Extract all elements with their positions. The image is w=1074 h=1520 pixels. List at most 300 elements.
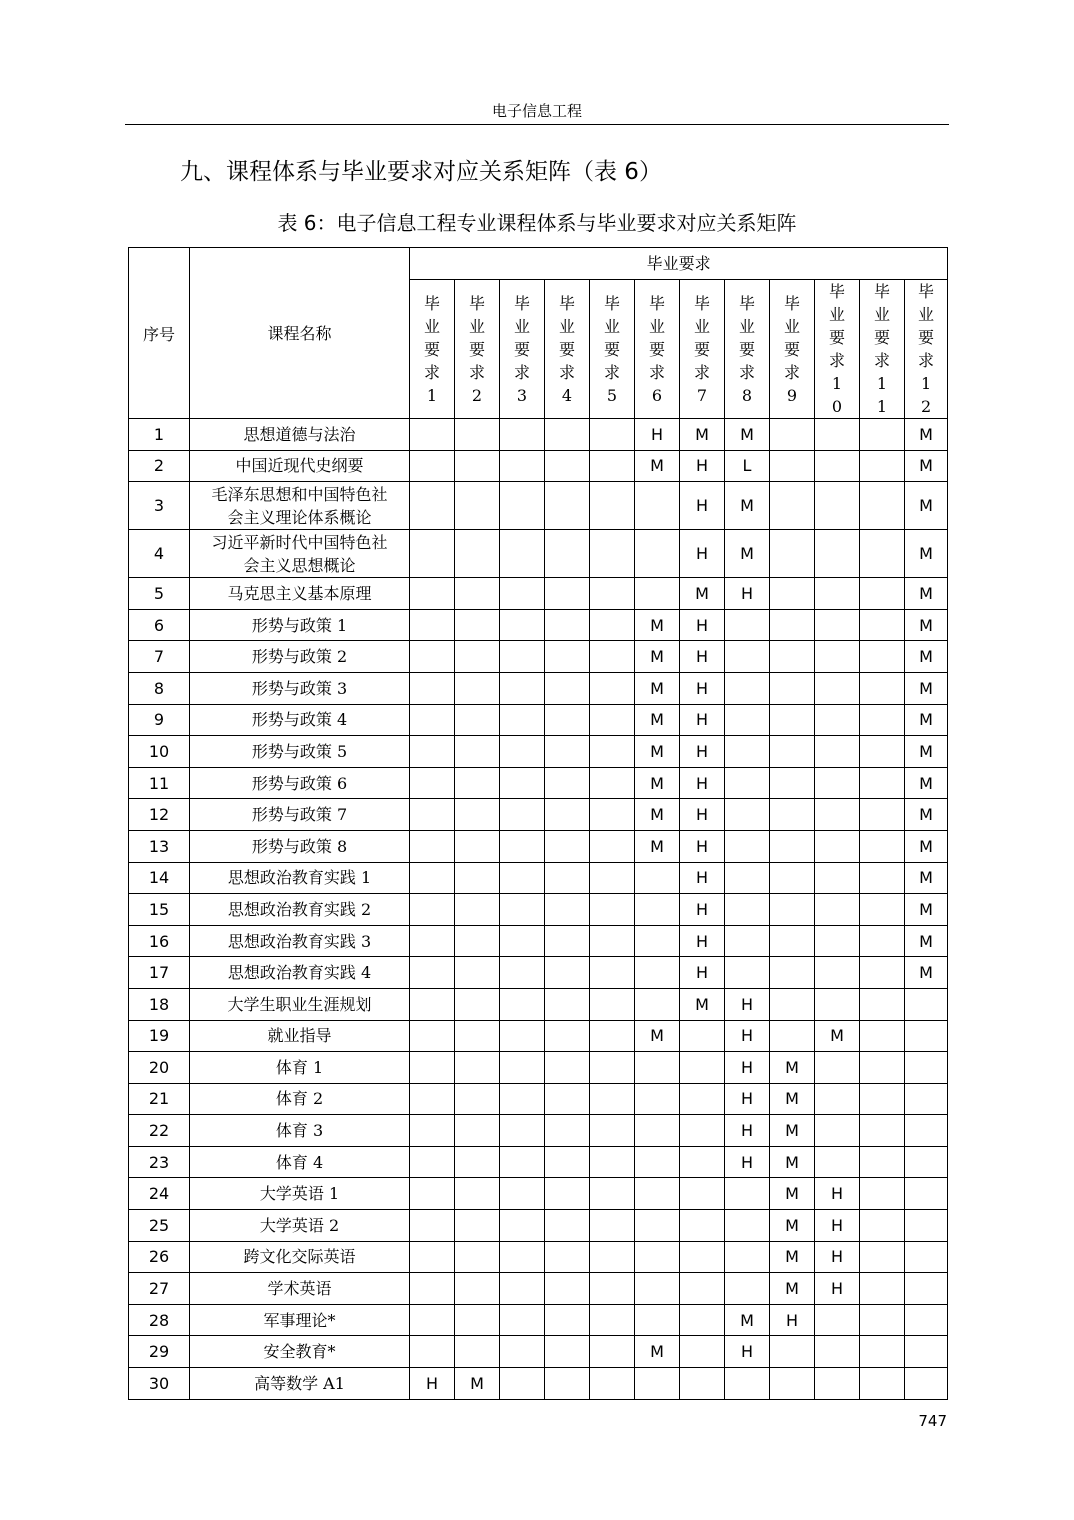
- requirement-mark-12: [905, 1241, 948, 1273]
- requirement-mark-1: [410, 672, 455, 704]
- requirement-mark-6: [635, 1115, 680, 1147]
- requirement-mark-10: [815, 736, 860, 768]
- requirement-mark-11: [860, 482, 905, 530]
- requirements-matrix-table: [128, 247, 948, 1400]
- requirement-mark-3: [500, 736, 545, 768]
- requirement-mark-9: [770, 609, 815, 641]
- requirement-mark-5: [590, 1020, 635, 1052]
- requirement-mark-8: L: [725, 450, 770, 482]
- requirement-mark-2: [455, 1052, 500, 1084]
- course-name: 中国近现代史纲要: [190, 450, 410, 482]
- requirement-mark-5: [590, 419, 635, 451]
- requirement-mark-5: [590, 830, 635, 862]
- requirement-mark-9: [770, 672, 815, 704]
- requirement-mark-2: [455, 609, 500, 641]
- requirement-mark-9: [770, 530, 815, 578]
- course-name: 思想政治教育实践 1: [190, 862, 410, 894]
- requirement-mark-12: [905, 1115, 948, 1147]
- requirement-mark-2: [455, 1178, 500, 1210]
- requirement-mark-9: [770, 1336, 815, 1368]
- requirement-mark-9: [770, 419, 815, 451]
- table-row: [129, 482, 948, 530]
- row-number: 23: [129, 1146, 190, 1178]
- requirement-label: 毕 业 要 求 7: [693, 293, 710, 405]
- requirement-mark-8: [725, 957, 770, 989]
- requirement-label: 毕 业 要 求 12: [918, 282, 935, 416]
- course-name: 思想政治教育实践 4: [190, 957, 410, 989]
- requirement-mark-1: [410, 704, 455, 736]
- header-requirement-6: [635, 280, 680, 419]
- requirement-mark-3: [500, 830, 545, 862]
- requirement-mark-8: M: [725, 419, 770, 451]
- requirement-mark-1: [410, 1020, 455, 1052]
- course-name: 思想政治教育实践 3: [190, 925, 410, 957]
- requirement-mark-5: [590, 578, 635, 610]
- requirement-mark-11: [860, 704, 905, 736]
- requirement-mark-5: [590, 1178, 635, 1210]
- requirement-mark-12: M: [905, 482, 948, 530]
- requirement-mark-12: [905, 1273, 948, 1305]
- requirement-mark-10: [815, 1146, 860, 1178]
- requirement-mark-6: [635, 1083, 680, 1115]
- requirement-mark-3: [500, 704, 545, 736]
- table-row: [129, 1020, 948, 1052]
- requirement-mark-1: [410, 419, 455, 451]
- row-number: 30: [129, 1368, 190, 1400]
- row-number: 15: [129, 894, 190, 926]
- requirement-mark-10: [815, 609, 860, 641]
- requirement-mark-2: [455, 1304, 500, 1336]
- requirement-mark-6: M: [635, 609, 680, 641]
- requirement-mark-8: [725, 1241, 770, 1273]
- requirement-mark-4: [545, 1052, 590, 1084]
- requirement-mark-10: [815, 1115, 860, 1147]
- header-requirement-7: [680, 280, 725, 419]
- requirement-label: 毕 业 要 求 11: [873, 282, 890, 416]
- requirement-mark-7: H: [680, 530, 725, 578]
- requirement-mark-8: H: [725, 1115, 770, 1147]
- requirement-mark-4: [545, 1273, 590, 1305]
- table-row: [129, 609, 948, 641]
- course-name: 体育 4: [190, 1146, 410, 1178]
- requirement-mark-1: [410, 736, 455, 768]
- requirement-mark-9: [770, 482, 815, 530]
- requirement-mark-2: [455, 482, 500, 530]
- requirement-mark-7: H: [680, 450, 725, 482]
- requirement-mark-5: [590, 609, 635, 641]
- requirement-mark-4: [545, 609, 590, 641]
- table-row: [129, 894, 948, 926]
- requirement-mark-9: [770, 1020, 815, 1052]
- requirement-mark-1: [410, 988, 455, 1020]
- requirement-mark-5: [590, 767, 635, 799]
- course-name: 大学英语 2: [190, 1210, 410, 1242]
- requirement-mark-8: [725, 704, 770, 736]
- requirement-mark-8: H: [725, 988, 770, 1020]
- requirement-mark-12: M: [905, 894, 948, 926]
- course-name: 大学生职业生涯规划: [190, 988, 410, 1020]
- requirement-mark-12: M: [905, 862, 948, 894]
- requirement-mark-9: M: [770, 1210, 815, 1242]
- row-number: 6: [129, 609, 190, 641]
- requirement-mark-10: [815, 672, 860, 704]
- row-number: 3: [129, 482, 190, 530]
- requirement-mark-3: [500, 1241, 545, 1273]
- row-number: 1: [129, 419, 190, 451]
- requirement-mark-8: H: [725, 578, 770, 610]
- requirement-mark-6: M: [635, 450, 680, 482]
- requirement-mark-2: [455, 830, 500, 862]
- row-number: 9: [129, 704, 190, 736]
- requirement-mark-5: [590, 988, 635, 1020]
- requirement-mark-9: [770, 957, 815, 989]
- requirement-mark-2: [455, 704, 500, 736]
- requirement-mark-6: M: [635, 672, 680, 704]
- requirement-mark-1: [410, 609, 455, 641]
- requirement-mark-1: [410, 1052, 455, 1084]
- requirement-mark-4: [545, 530, 590, 578]
- row-number: 2: [129, 450, 190, 482]
- requirement-mark-11: [860, 767, 905, 799]
- requirement-label: 毕 业 要 求 5: [603, 293, 620, 405]
- requirement-mark-9: [770, 862, 815, 894]
- course-name: 形势与政策 3: [190, 672, 410, 704]
- requirement-mark-4: [545, 862, 590, 894]
- course-name: 形势与政策 8: [190, 830, 410, 862]
- requirement-mark-10: H: [815, 1241, 860, 1273]
- requirement-mark-3: [500, 1368, 545, 1400]
- requirement-mark-7: H: [680, 799, 725, 831]
- requirement-mark-10: [815, 799, 860, 831]
- requirement-mark-5: [590, 1115, 635, 1147]
- requirement-mark-12: M: [905, 641, 948, 673]
- requirement-mark-6: [635, 1241, 680, 1273]
- requirement-mark-12: [905, 1368, 948, 1400]
- requirement-mark-3: [500, 530, 545, 578]
- requirement-mark-3: [500, 862, 545, 894]
- requirement-mark-4: [545, 1178, 590, 1210]
- requirement-mark-4: [545, 988, 590, 1020]
- requirement-mark-9: M: [770, 1083, 815, 1115]
- requirement-mark-9: [770, 925, 815, 957]
- requirement-label: 毕 业 要 求 3: [513, 293, 530, 405]
- requirement-mark-4: [545, 1336, 590, 1368]
- requirement-mark-11: [860, 609, 905, 641]
- requirement-mark-7: [680, 1115, 725, 1147]
- requirement-mark-10: H: [815, 1178, 860, 1210]
- requirement-mark-7: [680, 1052, 725, 1084]
- requirement-mark-1: [410, 1241, 455, 1273]
- requirement-mark-8: M: [725, 1304, 770, 1336]
- requirement-mark-4: [545, 641, 590, 673]
- table-caption: 表 6：电子信息工程专业课程体系与毕业要求对应关系矩阵: [277, 211, 797, 235]
- requirement-mark-7: [680, 1241, 725, 1273]
- header-rule: [125, 124, 949, 125]
- requirement-mark-3: [500, 767, 545, 799]
- requirement-mark-10: [815, 1368, 860, 1400]
- requirement-mark-10: [815, 925, 860, 957]
- row-number: 27: [129, 1273, 190, 1305]
- requirement-mark-9: [770, 736, 815, 768]
- requirement-mark-2: [455, 1115, 500, 1147]
- table-row: [129, 799, 948, 831]
- requirement-mark-9: [770, 704, 815, 736]
- requirement-mark-7: [680, 1368, 725, 1400]
- requirement-mark-1: [410, 1273, 455, 1305]
- requirement-mark-4: [545, 578, 590, 610]
- requirement-mark-2: [455, 419, 500, 451]
- table-row: [129, 704, 948, 736]
- requirement-mark-2: [455, 957, 500, 989]
- table-row: [129, 1336, 948, 1368]
- requirement-mark-8: [725, 1273, 770, 1305]
- header-requirement-1: [410, 280, 455, 419]
- requirement-mark-11: [860, 1052, 905, 1084]
- row-number: 12: [129, 799, 190, 831]
- requirement-mark-12: M: [905, 767, 948, 799]
- requirement-mark-6: M: [635, 704, 680, 736]
- requirement-mark-11: [860, 1146, 905, 1178]
- row-number: 13: [129, 830, 190, 862]
- header-requirement-4: [545, 280, 590, 419]
- requirement-mark-11: [860, 1273, 905, 1305]
- requirement-mark-11: [860, 1083, 905, 1115]
- requirement-mark-3: [500, 894, 545, 926]
- requirement-mark-3: [500, 957, 545, 989]
- requirement-mark-7: [680, 1083, 725, 1115]
- requirement-mark-12: M: [905, 419, 948, 451]
- requirement-mark-7: [680, 1210, 725, 1242]
- course-name: 形势与政策 4: [190, 704, 410, 736]
- course-name: 学术英语: [190, 1273, 410, 1305]
- requirement-mark-4: [545, 799, 590, 831]
- requirement-mark-4: [545, 1146, 590, 1178]
- requirement-mark-5: [590, 1083, 635, 1115]
- requirement-mark-5: [590, 1146, 635, 1178]
- requirement-mark-3: [500, 988, 545, 1020]
- requirement-mark-1: [410, 862, 455, 894]
- requirement-mark-2: [455, 988, 500, 1020]
- requirement-mark-11: [860, 1241, 905, 1273]
- requirement-mark-9: H: [770, 1304, 815, 1336]
- requirement-mark-8: [725, 862, 770, 894]
- requirement-mark-6: M: [635, 767, 680, 799]
- requirement-mark-12: M: [905, 957, 948, 989]
- requirement-mark-8: [725, 767, 770, 799]
- requirement-mark-3: [500, 1273, 545, 1305]
- requirement-mark-8: M: [725, 530, 770, 578]
- course-name: 思想道德与法治: [190, 419, 410, 451]
- requirement-mark-3: [500, 672, 545, 704]
- requirement-mark-5: [590, 1052, 635, 1084]
- requirement-mark-10: [815, 1336, 860, 1368]
- requirement-mark-5: [590, 957, 635, 989]
- header-requirement-5: [590, 280, 635, 419]
- requirement-mark-2: M: [455, 1368, 500, 1400]
- requirement-mark-5: [590, 1210, 635, 1242]
- requirement-mark-1: [410, 641, 455, 673]
- table-row: [129, 578, 948, 610]
- requirement-mark-9: M: [770, 1115, 815, 1147]
- requirement-mark-3: [500, 1304, 545, 1336]
- header-requirement-11: [860, 280, 905, 419]
- requirement-mark-10: [815, 894, 860, 926]
- requirement-mark-1: [410, 1146, 455, 1178]
- requirement-mark-7: M: [680, 578, 725, 610]
- requirement-mark-3: [500, 419, 545, 451]
- row-number: 8: [129, 672, 190, 704]
- requirement-mark-8: [725, 1368, 770, 1400]
- requirement-mark-8: [725, 925, 770, 957]
- row-number: 22: [129, 1115, 190, 1147]
- requirement-mark-11: [860, 736, 905, 768]
- requirement-mark-10: [815, 482, 860, 530]
- course-name: 形势与政策 5: [190, 736, 410, 768]
- requirement-mark-10: [815, 957, 860, 989]
- requirement-mark-6: M: [635, 736, 680, 768]
- requirement-mark-11: [860, 830, 905, 862]
- requirement-mark-4: [545, 736, 590, 768]
- requirement-label: 毕 业 要 求 2: [468, 293, 485, 405]
- course-name: 就业指导: [190, 1020, 410, 1052]
- requirement-mark-6: M: [635, 641, 680, 673]
- requirement-mark-5: [590, 704, 635, 736]
- requirement-mark-3: [500, 1115, 545, 1147]
- requirement-mark-4: [545, 830, 590, 862]
- table-row: [129, 641, 948, 673]
- requirement-mark-10: [815, 419, 860, 451]
- requirement-mark-8: [725, 1210, 770, 1242]
- requirement-mark-4: [545, 1083, 590, 1115]
- header-seq: 序号: [129, 248, 190, 419]
- requirement-mark-7: H: [680, 862, 725, 894]
- page-number: 747: [918, 1412, 947, 1430]
- requirement-mark-12: M: [905, 704, 948, 736]
- requirement-mark-6: [635, 1146, 680, 1178]
- requirement-mark-11: [860, 1020, 905, 1052]
- requirement-mark-6: [635, 988, 680, 1020]
- requirement-mark-6: [635, 957, 680, 989]
- requirement-mark-10: [815, 1083, 860, 1115]
- requirement-mark-11: [860, 530, 905, 578]
- requirement-mark-7: H: [680, 482, 725, 530]
- requirement-mark-8: H: [725, 1020, 770, 1052]
- header-requirement-2: [455, 280, 500, 419]
- table-row: [129, 1304, 948, 1336]
- requirement-mark-8: [725, 672, 770, 704]
- requirement-mark-12: [905, 1052, 948, 1084]
- requirement-mark-11: [860, 1336, 905, 1368]
- table-row: [129, 1273, 948, 1305]
- requirement-mark-6: [635, 1210, 680, 1242]
- requirement-mark-8: H: [725, 1083, 770, 1115]
- requirement-mark-1: [410, 450, 455, 482]
- requirement-mark-2: [455, 1210, 500, 1242]
- requirement-mark-2: [455, 767, 500, 799]
- requirement-mark-11: [860, 925, 905, 957]
- requirement-mark-3: [500, 1020, 545, 1052]
- requirement-mark-3: [500, 1052, 545, 1084]
- requirement-mark-1: [410, 578, 455, 610]
- header-requirement-10: [815, 280, 860, 419]
- requirement-mark-5: [590, 482, 635, 530]
- requirement-mark-4: [545, 767, 590, 799]
- row-number: 10: [129, 736, 190, 768]
- course-name: 形势与政策 6: [190, 767, 410, 799]
- requirement-mark-12: M: [905, 672, 948, 704]
- requirement-mark-10: [815, 578, 860, 610]
- row-number: 28: [129, 1304, 190, 1336]
- requirement-mark-5: [590, 736, 635, 768]
- requirement-mark-8: H: [725, 1146, 770, 1178]
- requirement-mark-12: [905, 1304, 948, 1336]
- requirement-mark-6: [635, 862, 680, 894]
- requirement-mark-1: [410, 799, 455, 831]
- requirement-mark-10: [815, 830, 860, 862]
- header-graduation-requirements: 毕业要求: [410, 248, 948, 280]
- course-name: 形势与政策 7: [190, 799, 410, 831]
- requirement-mark-7: H: [680, 894, 725, 926]
- requirement-mark-1: [410, 1178, 455, 1210]
- requirement-mark-1: [410, 767, 455, 799]
- requirement-mark-10: [815, 1052, 860, 1084]
- requirement-mark-4: [545, 704, 590, 736]
- requirement-mark-2: [455, 450, 500, 482]
- requirement-mark-7: [680, 1020, 725, 1052]
- requirement-mark-10: [815, 530, 860, 578]
- row-number: 19: [129, 1020, 190, 1052]
- table-row: [129, 1210, 948, 1242]
- course-name: 体育 2: [190, 1083, 410, 1115]
- table-row: [129, 530, 948, 578]
- requirement-mark-1: [410, 1304, 455, 1336]
- requirement-mark-6: [635, 894, 680, 926]
- requirement-mark-5: [590, 799, 635, 831]
- requirement-mark-5: [590, 530, 635, 578]
- requirement-mark-7: M: [680, 988, 725, 1020]
- course-name: 军事理论*: [190, 1304, 410, 1336]
- course-name: 大学英语 1: [190, 1178, 410, 1210]
- course-name: 马克思主义基本原理: [190, 578, 410, 610]
- requirement-mark-10: [815, 641, 860, 673]
- table-row: [129, 830, 948, 862]
- requirement-mark-10: H: [815, 1273, 860, 1305]
- course-name: 体育 3: [190, 1115, 410, 1147]
- requirement-mark-5: [590, 1304, 635, 1336]
- requirement-mark-3: [500, 1336, 545, 1368]
- row-number: 21: [129, 1083, 190, 1115]
- requirement-mark-4: [545, 672, 590, 704]
- requirement-mark-7: H: [680, 957, 725, 989]
- requirement-mark-7: [680, 1146, 725, 1178]
- requirement-mark-11: [860, 1178, 905, 1210]
- requirement-mark-4: [545, 1210, 590, 1242]
- requirement-mark-11: [860, 419, 905, 451]
- course-name: 毛泽东思想和中国特色社会主义理论体系概论: [190, 482, 410, 530]
- table-row: [129, 736, 948, 768]
- requirement-mark-9: [770, 641, 815, 673]
- row-number: 18: [129, 988, 190, 1020]
- requirement-mark-6: [635, 1273, 680, 1305]
- requirement-mark-7: [680, 1273, 725, 1305]
- table-row: [129, 1052, 948, 1084]
- requirement-mark-1: H: [410, 1368, 455, 1400]
- course-name: 习近平新时代中国特色社会主义思想概论: [190, 530, 410, 578]
- requirement-mark-5: [590, 862, 635, 894]
- requirement-mark-12: [905, 1210, 948, 1242]
- requirement-mark-10: [815, 1304, 860, 1336]
- requirement-mark-7: H: [680, 704, 725, 736]
